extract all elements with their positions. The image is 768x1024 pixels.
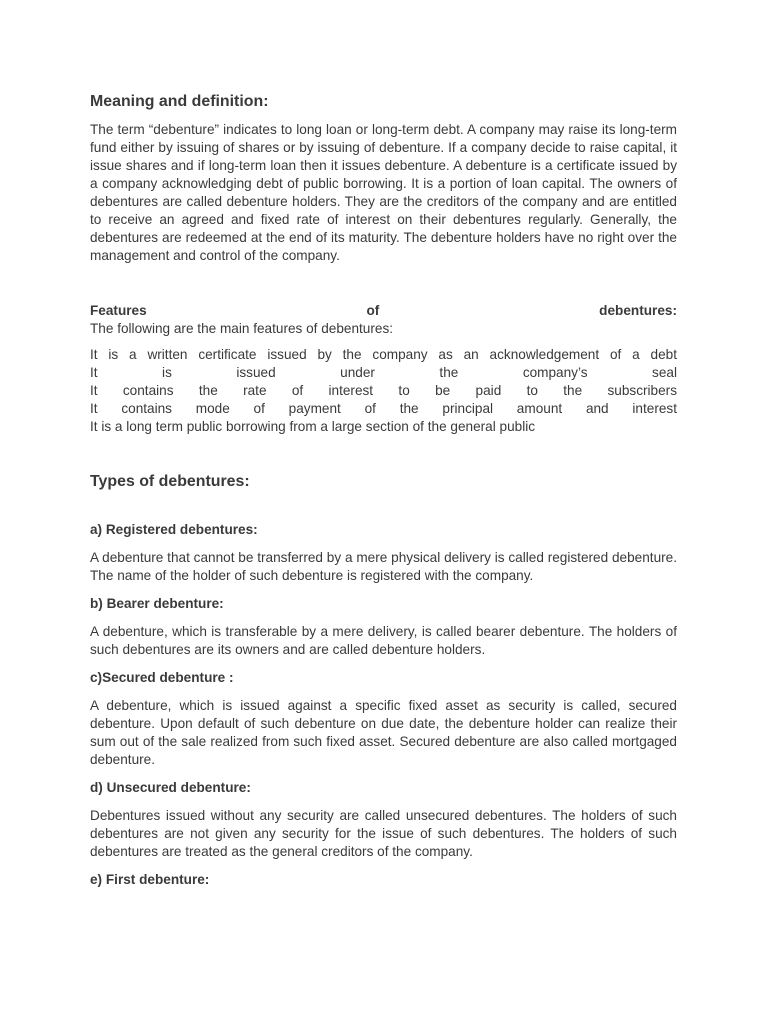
type-section-registered (90, 521, 677, 585)
feature-item: It is issued under the company’s seal (90, 365, 677, 380)
features-heading-word: Features (90, 303, 147, 318)
type-text: A debenture, which is transferable by a mere delivery, is called bearer debenture. The holders of such debentures are its owners and are called debenture holders. (90, 624, 677, 657)
feature-item: It is a written certificate issued by the company as an acknowledgement of a debt (90, 347, 677, 362)
features-list (90, 346, 677, 436)
type-title: a) Registered debentures: (90, 522, 258, 537)
meaning-heading: Meaning and definition: (90, 93, 269, 110)
type-section-bearer (90, 595, 677, 659)
section-types (90, 473, 677, 889)
type-text: A debenture, which is issued against a specific fixed asset as security is called, secured debenture. Upon default of such debenture on due date, the debenture holder can realize their sum out of the sale realized from such fixed asset. Secured debenture are also called mortgaged debenture. (90, 698, 677, 767)
meaning-paragraph: The term “debenture” indicates to long loan or long-term debt. A company may raise its long-term fund either by issuing of shares or by issuing of debenture. If a company decide to raise capital, it issue shares and if long-term loan then it issues debenture. A debenture is a certificate issued by a company acknowledging debt of public borrowing. It is a portion of loan capital. The owners of debentures are called debenture holders. They are the creditors of the company and are entitled to receive an agreed and fixed rate of interest on their debentures regularly. Generally, the debentures are redeemed at the end of its maturity. The debenture holders have no right over the management and control of the company. (90, 122, 677, 263)
section-meaning (90, 93, 677, 265)
type-text: Debentures issued without any security are called unsecured debentures. The holders of such debentures are not given any security for the issue of such debentures. The holders of such debentures are treated as the general creditors of the company. (90, 808, 677, 859)
type-title: c)Secured debenture : (90, 670, 234, 685)
types-heading: Types of debentures: (90, 473, 250, 490)
features-heading-word: debentures: (599, 303, 677, 318)
features-heading-word: of (366, 303, 380, 318)
features-heading (90, 302, 677, 320)
document-body (90, 93, 677, 889)
type-text: A debenture that cannot be transferred by a mere physical delivery is called registered debenture. The name of the holder of such debenture is registered with the company. (90, 550, 677, 583)
type-section-secured (90, 669, 677, 769)
type-section-unsecured (90, 779, 677, 861)
feature-item: It is a long term public borrowing from a large section of the general public (90, 419, 536, 434)
type-title: d) Unsecured debenture: (90, 780, 251, 795)
feature-item: It contains mode of payment of the principal amount and interest (90, 401, 677, 416)
section-features (90, 302, 677, 436)
type-section-first (90, 871, 677, 889)
feature-item: It contains the rate of interest to be paid to the subscribers (90, 383, 677, 398)
type-title: e) First debenture: (90, 872, 210, 887)
features-intro: The following are the main features of debentures: (90, 321, 394, 336)
type-title: b) Bearer debenture: (90, 596, 224, 611)
